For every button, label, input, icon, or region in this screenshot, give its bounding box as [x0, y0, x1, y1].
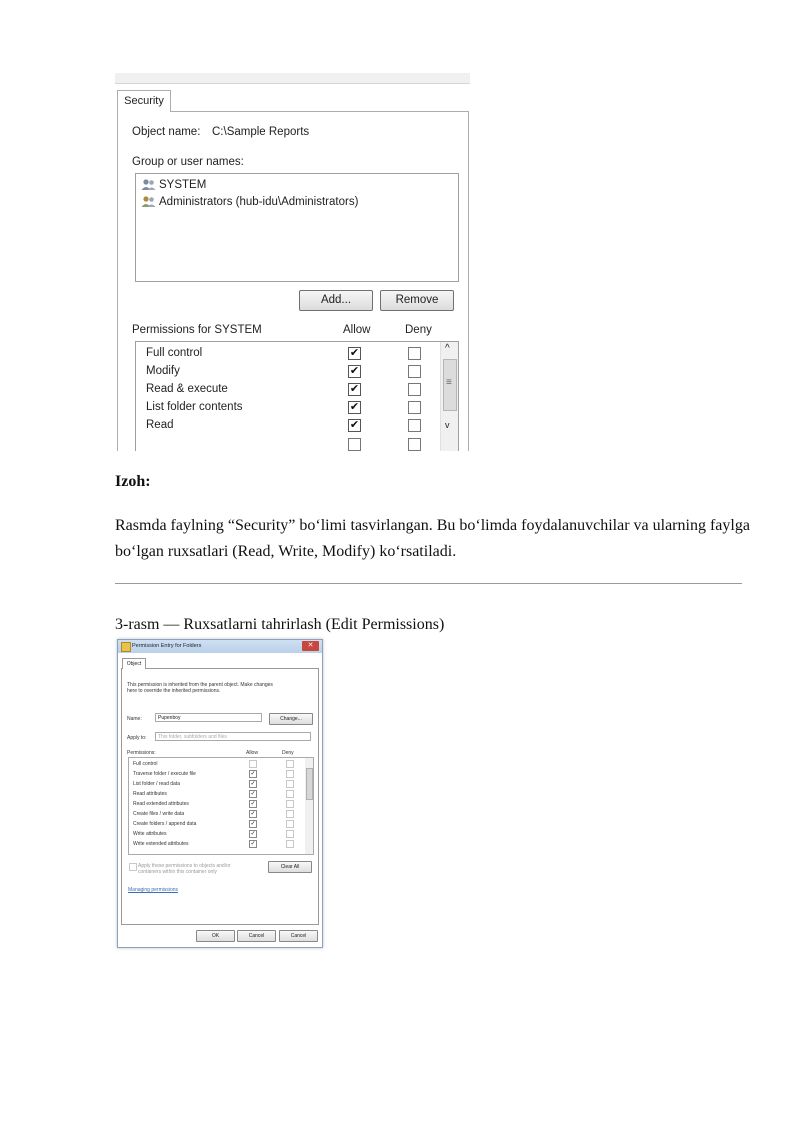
perm-name: List folder / read data — [133, 781, 180, 787]
perm-name: Create folders / append data — [133, 821, 197, 827]
deny-checkbox[interactable] — [408, 365, 421, 378]
inherit-note-line2: here to override the inherited permissions. — [127, 688, 221, 694]
deny-checkbox[interactable] — [286, 780, 294, 788]
note-heading: Izoh: — [115, 473, 151, 490]
allow-checkbox[interactable]: ✔ — [349, 419, 360, 431]
perm-name: Read extended attributes — [133, 801, 189, 807]
horizontal-rule — [115, 583, 742, 584]
deny-checkbox[interactable] — [286, 760, 294, 768]
group-user-listbox[interactable] — [135, 173, 459, 282]
note-paragraph: Rasmda faylning “Security” bo‘limi tasvirlangan. Bu bo‘limda foydalanuvchilar va ularning faylga bo‘lgan ruxsatlari (Read, Write, Modify) ko‘rsatiladi. — [115, 517, 750, 560]
object-name-label: Object name: — [132, 126, 201, 138]
permissions-list — [135, 341, 459, 451]
scroll-grip-icon: ≡ — [446, 377, 452, 388]
apply-within-line1: Apply these permissions to objects and/or — [138, 863, 231, 869]
folder-icon — [121, 642, 131, 652]
name-label: Name: — [127, 716, 142, 722]
managing-permissions-link[interactable]: Managing permissions — [128, 887, 179, 893]
deny-checkbox[interactable] — [408, 438, 421, 451]
permissions-scrollbar[interactable] — [305, 758, 313, 854]
scrollbar-thumb[interactable] — [443, 359, 457, 411]
deny-checkbox[interactable] — [408, 347, 421, 360]
permissions-label: Permissions for SYSTEM — [132, 324, 262, 336]
deny-checkbox[interactable] — [408, 419, 421, 432]
user-name: SYSTEM — [159, 178, 207, 191]
perm-name: Read attributes — [133, 791, 167, 797]
cancel-button-2[interactable]: Cancel — [279, 930, 318, 942]
users-group-icon — [141, 178, 156, 191]
ok-button[interactable]: OK — [196, 930, 235, 942]
object-panel — [121, 668, 319, 925]
perm-name: Write attributes — [133, 831, 167, 837]
deny-checkbox[interactable] — [286, 810, 294, 818]
perm-name: Modify — [146, 365, 180, 377]
list-item-system[interactable] — [141, 178, 206, 191]
allow-checkbox[interactable]: ✓ — [250, 801, 256, 807]
allow-header: Allow — [343, 324, 371, 336]
deny-checkbox[interactable] — [286, 770, 294, 778]
deny-checkbox[interactable] — [408, 401, 421, 414]
perm-name: Write extended attributes — [133, 841, 189, 847]
tab-security[interactable]: Security — [117, 90, 171, 112]
tab-object[interactable]: Object — [122, 658, 146, 669]
perm-name: List folder contents — [146, 401, 243, 413]
allow-checkbox[interactable]: ✓ — [250, 841, 256, 847]
perm-name: Traverse folder / execute file — [133, 771, 196, 777]
allow-checkbox[interactable] — [249, 760, 257, 768]
perm-name: Create files / write data — [133, 811, 185, 817]
inherit-note-line1: This permission is inherited from the parent object. Make changes — [127, 682, 273, 688]
change-button[interactable]: Change... — [269, 713, 313, 725]
allow-checkbox[interactable]: ✓ — [250, 791, 256, 797]
allow-checkbox[interactable]: ✓ — [250, 821, 256, 827]
allow-checkbox[interactable]: ✓ — [250, 771, 256, 777]
allow-checkbox[interactable]: ✔ — [349, 365, 360, 377]
security-panel — [117, 111, 469, 451]
apply-within-line2: containers within this container only — [138, 869, 217, 875]
deny-checkbox[interactable] — [286, 830, 294, 838]
allow-checkbox[interactable] — [348, 438, 361, 451]
figure-caption: 3-rasm — Ruxsatlarni tahrirlash (Edit Permissions) — [115, 616, 445, 633]
deny-header: Deny — [282, 750, 294, 756]
dialog-top-strip — [115, 73, 470, 84]
deny-header: Deny — [405, 324, 432, 336]
allow-checkbox[interactable]: ✔ — [349, 383, 360, 395]
object-name-value: C:\Sample Reports — [212, 126, 310, 138]
allow-checkbox[interactable]: ✓ — [250, 831, 256, 837]
permissions-scrollbar[interactable] — [440, 342, 458, 451]
dialog-title: Permission Entry for Folders — [132, 643, 202, 649]
dialog-titlebar — [118, 640, 322, 653]
scrollbar-thumb[interactable] — [306, 768, 313, 800]
admin-users-icon — [141, 195, 156, 208]
user-name: Administrators (hub-idu\Administrators) — [159, 195, 359, 208]
apply-to-dropdown[interactable]: This folder, subfolders and files — [155, 732, 311, 741]
allow-checkbox[interactable]: ✔ — [349, 347, 360, 359]
permissions-list — [128, 757, 314, 855]
deny-checkbox[interactable] — [286, 820, 294, 828]
perm-name: Full control — [133, 761, 158, 767]
perm-name: Full control — [146, 347, 203, 359]
deny-checkbox[interactable] — [286, 800, 294, 808]
cancel-button[interactable]: Cancel — [237, 930, 276, 942]
scroll-down-arrow-icon[interactable]: v — [445, 420, 450, 430]
clear-all-button[interactable]: Clear All — [268, 861, 312, 873]
close-button[interactable]: ✕ — [302, 641, 319, 651]
add-button[interactable]: Add... — [299, 290, 373, 311]
remove-button[interactable]: Remove — [380, 290, 454, 311]
apply-within-checkbox[interactable] — [129, 863, 137, 871]
scroll-up-arrow-icon[interactable]: ^ — [445, 343, 450, 354]
allow-checkbox[interactable]: ✓ — [250, 811, 256, 817]
deny-checkbox[interactable] — [408, 383, 421, 396]
allow-header: Allow — [246, 750, 258, 756]
permission-entry-screenshot — [117, 639, 323, 948]
perm-name: Read & execute — [146, 383, 228, 395]
perm-name: Read — [146, 419, 174, 431]
allow-checkbox[interactable]: ✔ — [349, 401, 360, 413]
group-user-label: Group or user names: — [132, 156, 244, 168]
allow-checkbox[interactable]: ✓ — [250, 781, 256, 787]
security-tab-screenshot — [115, 73, 470, 451]
apply-to-label: Apply to: — [127, 735, 147, 741]
list-item-administrators[interactable] — [141, 195, 358, 208]
deny-checkbox[interactable] — [286, 790, 294, 798]
name-field[interactable]: Pupenboy — [155, 713, 262, 722]
permissions-label: Permissions: — [127, 750, 156, 756]
deny-checkbox[interactable] — [286, 840, 294, 848]
